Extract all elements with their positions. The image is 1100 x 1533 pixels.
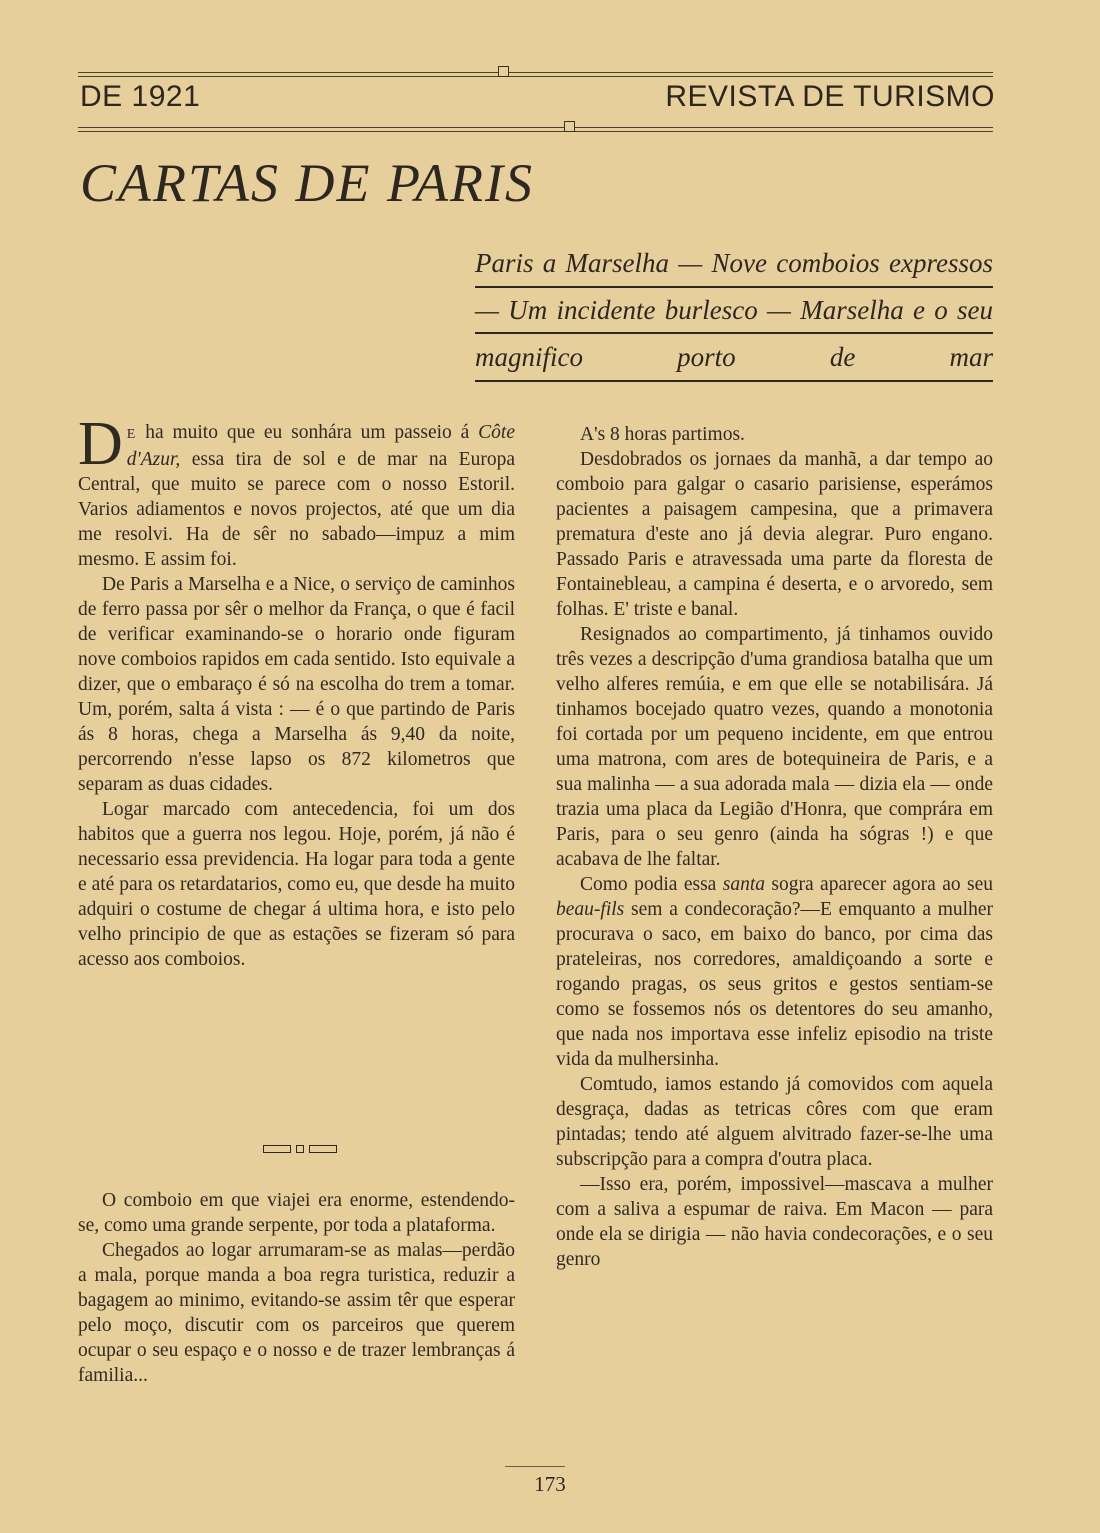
header-date: DE 1921	[80, 80, 201, 113]
paragraph: D E ha muito que eu sonhára um passeio á Côte d'Azur, essa tira de sol e de mar na Europa Central, que muito se parece com o nosso Estoril. Varios adiamentos e novos projectos, até que um dia me resolvi. Ha de sêr no sabado—impuz a mim mesmo. E assim foi.	[78, 410, 515, 570]
paragraph: O comboio em que viajei era enorme, estendendo-se, como uma grande serpente, por toda a plataforma.	[78, 1190, 515, 1236]
paragraph: A's 8 horas partimos.	[580, 424, 745, 445]
left-column-continued	[78, 1188, 515, 1388]
paragraph: Comtudo, iamos estando já comovidos com aquela desgraça, dadas as tetricas côres com que eram pintadas; tendo até alguem alvitrado fazer-se-lhe uma subscripção para a compra d'outra placa.	[556, 1074, 993, 1170]
summary-rule	[475, 380, 993, 382]
paragraph: Chegados ao logar arrumaram-se as malas—perdão a mala, porque manda a boa regra turistica, reduzir a bagagem ao minimo, evitando-se assim têr que esperar pelo moço, discutir com os parceiros que querem ocupar o seu espaço e o nosso e de trazer lembranças á familia...	[78, 1240, 515, 1386]
article-title: CARTAS DE PARIS	[80, 153, 534, 213]
left-column	[78, 410, 515, 972]
summary-rule	[475, 286, 993, 288]
page-number: 173	[534, 1472, 566, 1496]
paragraph: Como podia essa santa sogra aparecer agora ao seu beau-fils sem a condecoração?—E emquanto a mulher procurava o saco, em baixo do banco, por cima das prateleiras, nos corredores, amaldiçoando a sorte e rogando pragas, os seus gritos e gestos sentiam-se como se fossemos nós os detentores do seu amanho, que nada nos importava esse infeliz episodio na triste vida da mulhersinha.	[556, 874, 994, 1070]
drop-cap: D	[78, 410, 123, 478]
paragraph: Logar marcado com antecedencia, foi um dos habitos que a guerra nos legou. Hoje, porém, já não é necessario essa previdencia. Ha logar para toda a gente e até para os retardatarios, como eu, que desde ha muito adquiri o costume de chegar á ultima hora, e isto pelo velho principio de que as estações se fizeram só para acesso aos comboios.	[78, 799, 515, 970]
right-column	[556, 422, 993, 1272]
summary-rule	[475, 332, 993, 334]
paragraph: Resignados ao compartimento, já tinhamos ouvido três vezes a descripção d'uma grandiosa batalha que um velho alferes remúia, e em que elle se notabilisára. Já tinhamos bocejado quatro vezes, quando a monotonia foi cortada por um pequeno incidente, em que entrou uma matrona, com ares de botequineira de Paris, e a sua malinha — a sua adorada mala — dizia ela — onde trazia uma placa da Legião d'Honra, que comprára em Paris, para o seu genro (ainda ha sógras !) e que acabava de lhe faltar.	[556, 624, 993, 870]
section-ornament	[263, 1144, 341, 1154]
paragraph: —Isso era, porém, impossivel—mascava a mulher com a saliva a espumar de raiva. Em Macon — para onde ela se dirigia — não havia condecorações, e o seu genro	[556, 1174, 993, 1270]
article-summary: Paris a Marselha — Nove comboios expressos — Um incidente burlesco — Marselha e o seu magnifico porto de mar	[475, 248, 993, 372]
paragraph: Desdobrados os jornaes da manhã, a dar tempo ao comboio para galgar o casario parisiense, esperámos pacientes a paisagem campesina, que a primavera prematura d'este ano já devia alegrar. Puro engano. Passado Paris e atravessada uma parte da floresta de Fontainebleau, a campina é deserta, e o arvoredo, sem folhas. E' triste e banal.	[556, 449, 993, 620]
header-magazine-name: REVISTA DE TURISMO	[665, 80, 995, 113]
page-number-rule	[505, 1466, 565, 1467]
paragraph: De Paris a Marselha e a Nice, o serviço de caminhos de ferro passa por sêr o melhor da França, o que é facil de verificar examinando-se o horario onde figuram nove comboios rapidos em cada sentido. Isto equivale a dizer, que o embaraço é só na escolha do trem a tomar. Um, porém, salta á vista : — é o que partindo de Paris ás 8 horas, chega a Marselha ás 9,40 da noite, percorrendo n'esse lapso os 872 kilometros que separam as duas cidades.	[78, 574, 515, 795]
